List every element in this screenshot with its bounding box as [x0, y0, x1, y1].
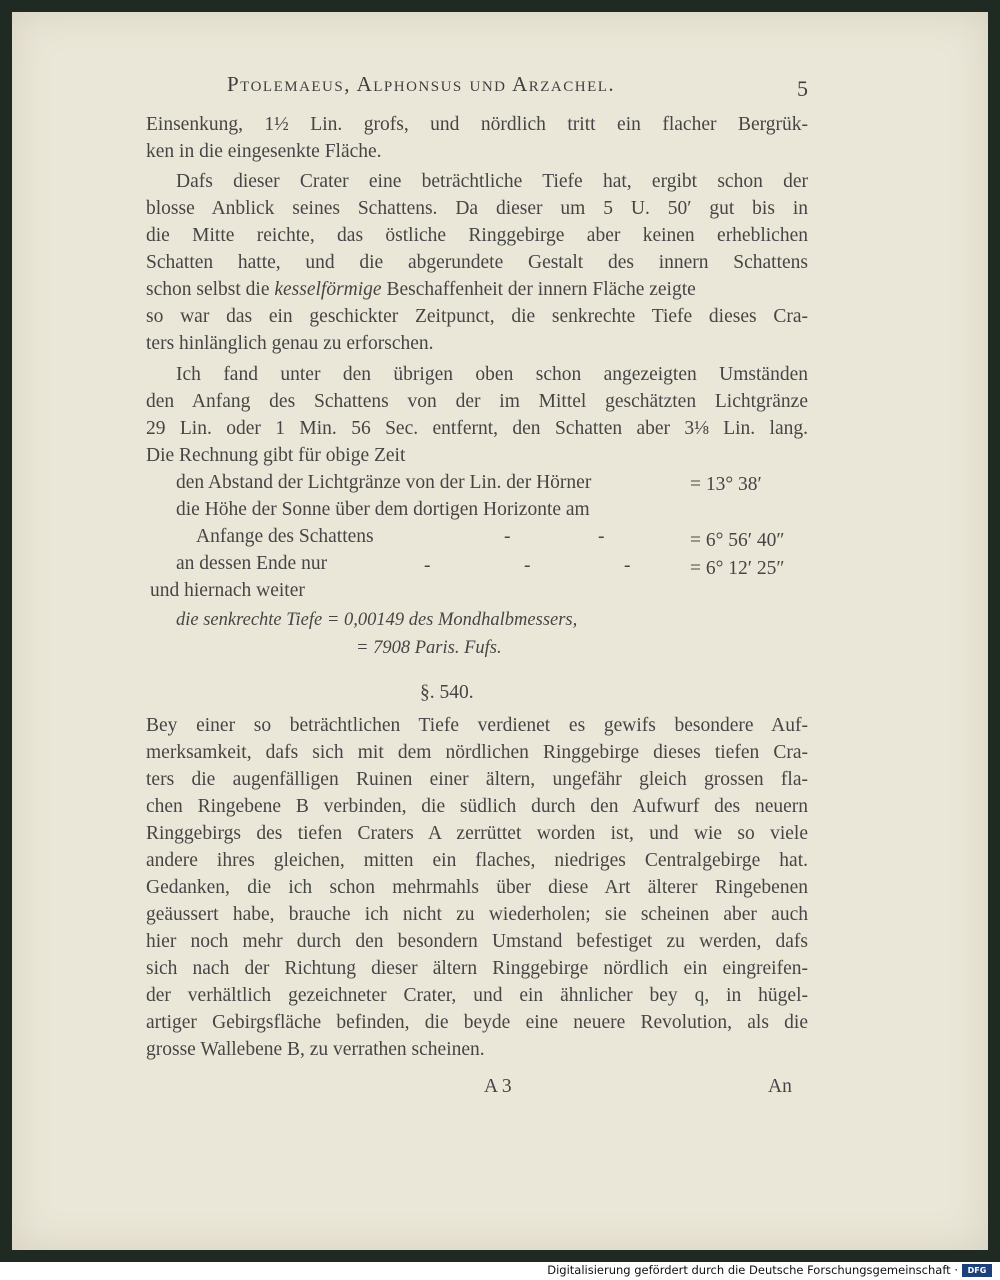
text-line: hier noch mehr durch den besondern Umstand befestiget zu werden, dafs: [146, 931, 808, 952]
text-line: geäussert habe, brauche ich nicht zu wiederholen; sie scheinen aber auch: [146, 904, 808, 925]
result-line: die senkrechte Tiefe = 0,00149 des Mondhalbmessers,: [176, 610, 578, 630]
calc-dash: -: [598, 526, 605, 547]
calc-dash: -: [524, 555, 531, 576]
running-head: Ptolemaeus, Alphonsus und Arzachel.: [227, 72, 616, 96]
emphasis-text: kesselförmige: [274, 279, 382, 300]
text-line: blosse Anblick seines Schattens. Da dieser um 5 U. 50′ gut bis in: [146, 198, 808, 219]
banner-text: Digitalisierung gefördert durch die Deutsche Forschungsgemeinschaft ·: [547, 1263, 958, 1277]
text-line: Dafs dieser Crater eine beträchtliche Tiefe hat, ergibt schon der: [176, 171, 808, 192]
page-number: 5: [797, 76, 808, 101]
calc-label: den Abstand der Lichtgränze von der Lin. der Hörner: [176, 472, 592, 493]
text-line: den Anfang des Schattens von der im Mittel geschätzten Lichtgränze: [146, 391, 808, 412]
signature-mark: A 3: [484, 1076, 512, 1097]
text-line: [146, 279, 696, 301]
text-line: artiger Gebirgsfläche befinden, die beyde eine neuere Revolution, als die: [146, 1012, 808, 1033]
text-line: ken in die eingesenkte Fläche.: [146, 141, 382, 162]
calc-value: = 6° 12′ 25″: [690, 558, 785, 579]
calc-dash: -: [624, 555, 631, 576]
text-line: Schatten hatte, und die abgerundete Gestalt des innern Schattens: [146, 252, 808, 273]
calc-label: die Höhe der Sonne über dem dortigen Horizonte am: [176, 499, 590, 520]
text-line: ters die augenfälligen Ruinen einer ältern, ungefähr gleich grossen fla-: [146, 769, 808, 790]
text-line: die Mitte reichte, das östliche Ringgebirge aber keinen erheblichen: [146, 225, 808, 246]
text-line: sich nach der Richtung dieser ältern Ringgebirge nördlich ein eingreifen-: [146, 958, 808, 979]
text-line: 29 Lin. oder 1 Min. 56 Sec. entfernt, den Schatten aber 3⅛ Lin. lang.: [146, 418, 808, 439]
calc-dash: -: [504, 526, 511, 547]
text-segment: schon selbst die: [146, 279, 275, 300]
calc-value: = 6° 56′ 40″: [690, 530, 785, 551]
dfg-logo: DFG: [962, 1264, 992, 1277]
text-line: Ringgebirgs des tiefen Craters A zerrüttet worden ist, und wie so viele: [146, 823, 808, 844]
text-line: ters hinlänglich genau zu erforschen.: [146, 333, 434, 354]
section-heading: §. 540.: [420, 682, 474, 703]
text-line: Ich fand unter den übrigen oben schon angezeigten Umständen: [176, 364, 808, 385]
calc-value: = 13° 38′: [690, 474, 762, 495]
text-line: Die Rechnung gibt für obige Zeit: [146, 445, 406, 466]
text-line: Bey einer so beträchtlichen Tiefe verdienet es gewifs besondere Auf-: [146, 715, 808, 736]
text-line: grosse Wallebene B, zu verrathen scheinen.: [146, 1039, 485, 1060]
calc-label: Anfange des Schattens: [196, 526, 374, 547]
calc-label: und hiernach weiter: [150, 580, 305, 601]
text-line: Gedanken, die ich schon mehrmahls über diese Art älterer Ringebenen: [146, 877, 808, 898]
text-line: merksamkeit, dafs sich mit dem nördlichen Ringgebirge dieses tiefen Cra-: [146, 742, 808, 763]
text-line: Einsenkung, 1½ Lin. grofs, und nördlich tritt ein flacher Bergrük-: [146, 114, 808, 135]
result-line: = 7908 Paris. Fufs.: [356, 638, 502, 658]
catchword: An: [768, 1076, 792, 1097]
text-line: der verhältlich gezeichneter Crater, und ein ähnlicher bey q, in hügel-: [146, 985, 808, 1006]
calc-dash: -: [424, 555, 431, 576]
text-line: andere ihres gleichen, mitten ein flaches, niedriges Centralgebirge hat.: [146, 850, 808, 871]
text-line: so war das ein geschickter Zeitpunct, die senkrechte Tiefe dieses Cra-: [146, 306, 808, 327]
text-line: chen Ringebene B verbinden, die südlich durch den Aufwurf des neuern: [146, 796, 808, 817]
text-segment: Beschaffenheit der innern Fläche zeigte: [381, 279, 696, 300]
calc-label: an dessen Ende nur: [176, 553, 328, 574]
